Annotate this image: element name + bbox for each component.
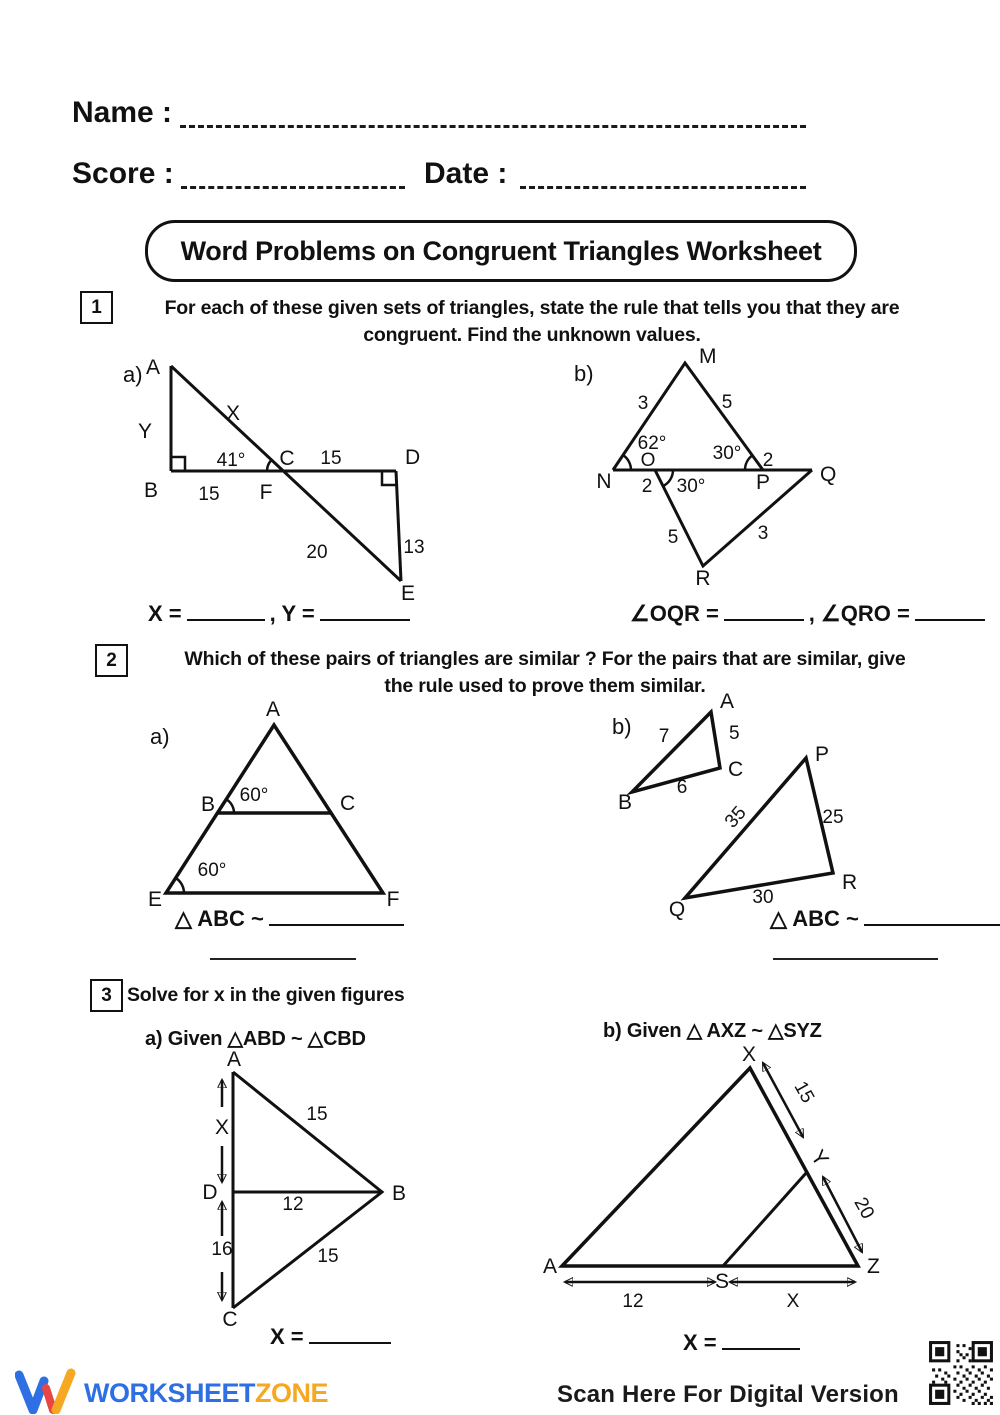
q3b-answer-row bbox=[683, 1330, 805, 1356]
line-AE bbox=[171, 366, 401, 581]
len-SZ-X: X bbox=[786, 1291, 800, 1312]
vertex-P: P bbox=[755, 471, 771, 494]
len-PQ: 2 bbox=[762, 450, 774, 471]
len-AB: 15 bbox=[306, 1104, 328, 1125]
logo-blue-stroke bbox=[19, 1375, 44, 1410]
len-BC: 6 bbox=[676, 777, 688, 798]
len-PR: 25 bbox=[822, 807, 844, 828]
vertex-F: F bbox=[386, 888, 400, 911]
q1a-answer-y-label: , Y = bbox=[269, 601, 315, 626]
vertex-Q: Q bbox=[668, 898, 686, 921]
date-label: Date : bbox=[424, 157, 508, 190]
q3b-answer-blank bbox=[722, 1331, 800, 1350]
q1-prompt-line1: For each of these given sets of triangles, state the rule that tells you that they are bbox=[164, 297, 900, 319]
fig2a-label: a) bbox=[150, 724, 170, 749]
len-OR: 5 bbox=[667, 527, 679, 548]
figure-q2a bbox=[130, 698, 460, 913]
fig1a-label: a) bbox=[123, 362, 143, 387]
vertex-S: S bbox=[714, 1270, 730, 1293]
q3b-given: b) Given △ AXZ ~ △SYZ bbox=[603, 1020, 822, 1042]
vertex-A: A bbox=[145, 356, 161, 379]
brand-word-zone: ZONE bbox=[255, 1378, 329, 1408]
worksheetzone-logo-icon bbox=[15, 1366, 77, 1414]
len-AD-X: X bbox=[214, 1116, 230, 1139]
angle-O-30: 30° bbox=[676, 476, 706, 497]
q2b-answer-row bbox=[770, 906, 1000, 932]
angle-arc-O bbox=[663, 470, 673, 486]
angle-E-60: 60° bbox=[197, 860, 227, 881]
vertex-E: E bbox=[400, 582, 416, 602]
q1-number-box: 1 bbox=[80, 291, 113, 324]
figure-q3b bbox=[530, 1045, 960, 1325]
scan-here-text: Scan Here For Digital Version bbox=[557, 1381, 899, 1408]
figure-q3a bbox=[150, 1050, 450, 1340]
logo-red-stroke bbox=[46, 1388, 53, 1410]
vertex-X: X bbox=[741, 1045, 757, 1066]
triangle-PQR bbox=[685, 758, 833, 898]
len-QP: 35 bbox=[720, 802, 751, 833]
side-DE bbox=[396, 471, 401, 581]
vertex-C: C bbox=[340, 792, 356, 815]
score-blank-line bbox=[181, 186, 405, 189]
vertex-N: N bbox=[596, 470, 612, 493]
vertex-D: D bbox=[202, 1181, 218, 1204]
len-AS: 12 bbox=[622, 1291, 644, 1312]
vertex-Z: Z bbox=[867, 1255, 880, 1278]
vertex-F: F bbox=[259, 481, 273, 504]
len-MN: 3 bbox=[637, 393, 649, 414]
q1a-answer-x-blank bbox=[187, 602, 265, 621]
q2-prompt-line1: Which of these pairs of triangles are similar ? For the pairs that are similar, give bbox=[184, 648, 906, 670]
q2b-answer-label: △ ABC ~ bbox=[770, 906, 859, 931]
vertex-B: B bbox=[392, 1182, 407, 1205]
q3-prompt: Solve for x in the given figures bbox=[127, 984, 405, 1006]
fig1b-label: b) bbox=[574, 361, 594, 386]
name-label: Name : bbox=[72, 96, 173, 129]
len-CE: 20 bbox=[306, 542, 328, 563]
len-CD: 15 bbox=[320, 448, 342, 469]
figure-q1a bbox=[105, 352, 460, 602]
figure-q1b bbox=[560, 345, 960, 595]
vertex-C: C bbox=[222, 1308, 238, 1331]
vertex-D: D bbox=[405, 446, 421, 469]
len-DC: 16 bbox=[211, 1239, 233, 1260]
vertex-B: B bbox=[143, 479, 159, 502]
len-RQ: 3 bbox=[757, 523, 769, 544]
q1b-answer-oqr-blank bbox=[724, 602, 804, 621]
q3a-given: a) Given △ABD ~ △CBD bbox=[145, 1028, 366, 1050]
angle-P-30: 30° bbox=[712, 443, 742, 464]
len-AB: 7 bbox=[658, 726, 670, 747]
vertex-C: C bbox=[279, 447, 295, 470]
angle-arc-P bbox=[745, 455, 752, 470]
len-YZ: 20 bbox=[849, 1193, 879, 1223]
len-CB: 15 bbox=[317, 1246, 339, 1267]
worksheetzone-brand bbox=[84, 1378, 328, 1409]
q3a-answer-row bbox=[270, 1324, 396, 1350]
len-XY: 15 bbox=[789, 1077, 819, 1107]
vertex-Q: Q bbox=[820, 463, 837, 486]
q1b-answer-oqr-label: ∠OQR = bbox=[630, 601, 719, 626]
title-box bbox=[145, 220, 857, 282]
brand-word-worksheet: WORKSHEET bbox=[84, 1378, 255, 1408]
len-DE: 13 bbox=[403, 537, 425, 558]
vertex-R: R bbox=[695, 567, 711, 590]
fig2b-label: b) bbox=[612, 714, 632, 739]
page-title: Word Problems on Congruent Triangles Worksheet bbox=[180, 235, 822, 266]
q2-prompt-line2: the rule used to prove them similar. bbox=[384, 675, 706, 697]
right-angle-mark-B bbox=[171, 457, 185, 471]
side-label-Y: Y bbox=[137, 420, 153, 443]
q2a-answer-blank bbox=[269, 907, 404, 926]
angle-arc-C bbox=[267, 460, 271, 471]
vertex-B: B bbox=[617, 791, 633, 814]
vertex-B: B bbox=[200, 793, 216, 816]
q2a-rule-blank-line bbox=[210, 958, 356, 960]
vertex-M: M bbox=[699, 345, 717, 368]
vertex-O: O bbox=[640, 450, 656, 471]
q2-number-box: 2 bbox=[95, 644, 128, 677]
q2b-answer-blank bbox=[864, 907, 1000, 926]
vertex-C: C bbox=[728, 758, 744, 781]
q3-number-box: 3 bbox=[90, 979, 123, 1012]
segment-SY bbox=[723, 1172, 807, 1266]
vertex-E: E bbox=[147, 888, 163, 911]
date-blank-line bbox=[520, 186, 806, 189]
len-AC: 5 bbox=[729, 723, 740, 744]
len-BF: 15 bbox=[198, 484, 220, 505]
q1b-answer-qro-blank bbox=[915, 602, 985, 621]
name-blank-line bbox=[180, 125, 806, 128]
vertex-P: P bbox=[815, 743, 830, 766]
len-NO: 2 bbox=[641, 476, 653, 497]
angle-B-60: 60° bbox=[239, 785, 269, 806]
q1a-answer-x-label: X = bbox=[148, 601, 182, 626]
q2b-rule-blank-line bbox=[773, 958, 938, 960]
figure-q2b bbox=[600, 688, 960, 923]
score-label: Score : bbox=[72, 157, 174, 190]
len-MP: 5 bbox=[721, 392, 733, 413]
angle-arc-E bbox=[176, 878, 184, 893]
q2a-answer-row bbox=[175, 906, 409, 932]
q1a-answer-y-blank bbox=[320, 602, 410, 621]
vertex-A: A bbox=[542, 1255, 558, 1278]
len-QR: 30 bbox=[752, 887, 774, 908]
angle-62: 62° bbox=[637, 433, 667, 454]
vertex-A: A bbox=[720, 690, 735, 713]
qr-code bbox=[926, 1338, 996, 1408]
q1a-answer-row bbox=[148, 601, 415, 627]
angle-41: 41° bbox=[216, 450, 246, 471]
vertex-R: R bbox=[842, 871, 858, 894]
q1b-answer-qro-label: , ∠QRO = bbox=[808, 601, 910, 626]
q2a-answer-label: △ ABC ~ bbox=[175, 906, 264, 931]
angle-arc-N bbox=[623, 455, 631, 470]
len-DB: 12 bbox=[282, 1194, 304, 1215]
vertex-A: A bbox=[226, 1050, 242, 1071]
q1-prompt-line2: congruent. Find the unknown values. bbox=[363, 324, 701, 346]
logo-yellow-stroke bbox=[56, 1373, 71, 1410]
vertex-A: A bbox=[265, 698, 281, 721]
vertex-Y: Y bbox=[805, 1145, 833, 1171]
q1b-answer-row bbox=[630, 601, 990, 627]
q3b-answer-label: X = bbox=[683, 1330, 717, 1355]
side-label-X: X bbox=[225, 402, 241, 425]
q3a-answer-label: X = bbox=[270, 1324, 304, 1349]
angle-arc-B bbox=[227, 800, 234, 814]
q3a-answer-blank bbox=[309, 1325, 391, 1344]
